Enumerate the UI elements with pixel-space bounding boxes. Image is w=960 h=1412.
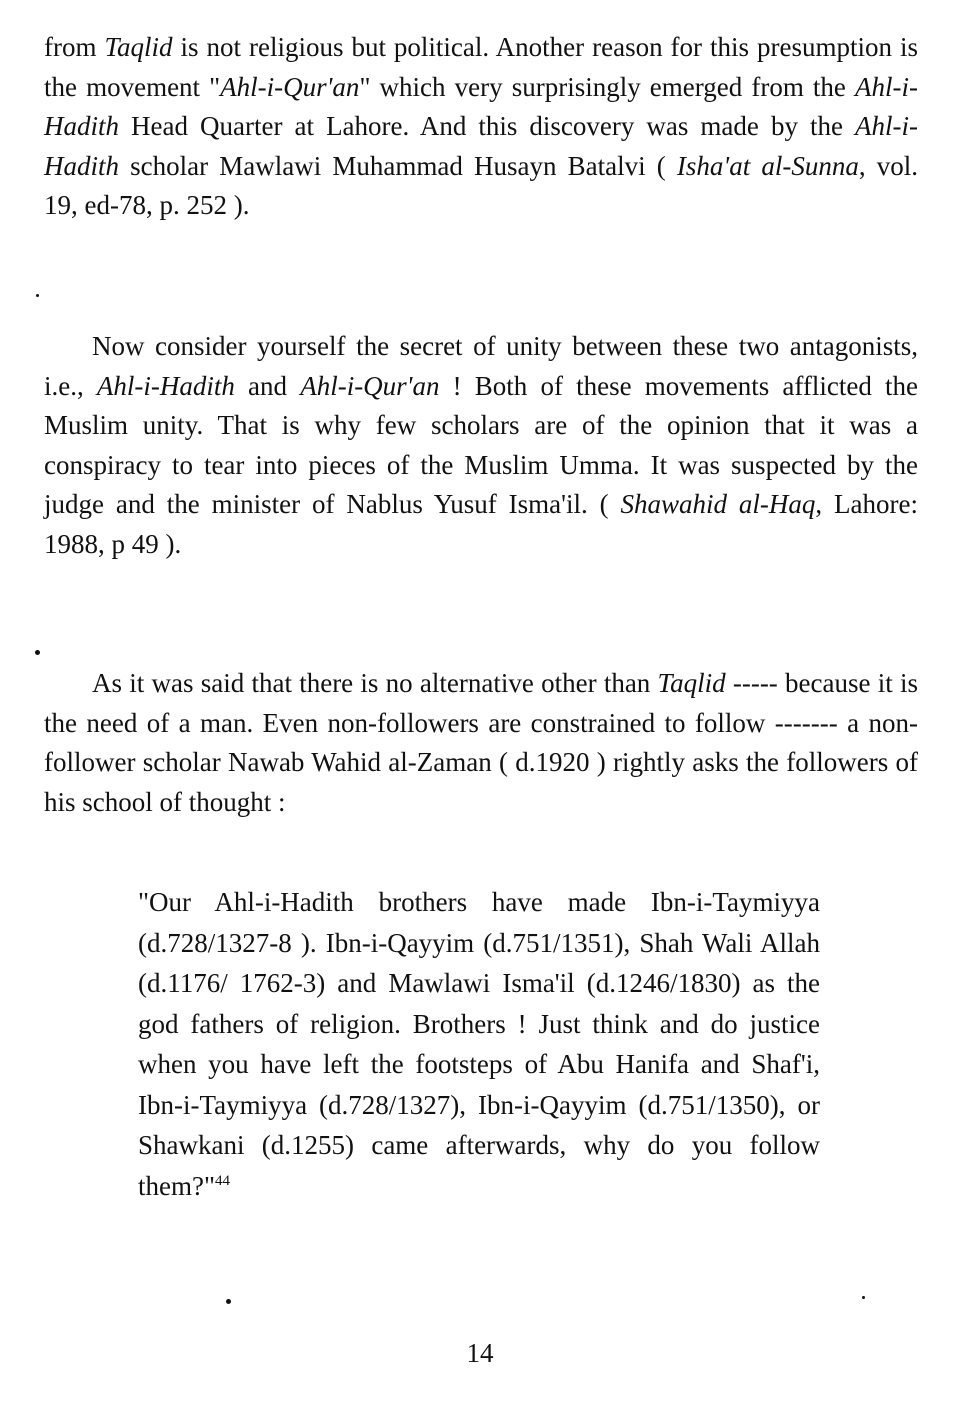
italic-run: Shawahid al-Haq <box>620 489 816 519</box>
text-run: As it was said that there is no alternative other than <box>92 668 658 698</box>
italic-run: Taqlid <box>657 668 726 698</box>
text-run: Now consider yourself the secret of unity between these two antagonists, i.e., <box>44 331 918 401</box>
text-run: and <box>234 370 301 401</box>
text-run: , vol. 19, ed-78, p. 252 ). <box>44 150 918 220</box>
italic-run: Ahl-i-Qur'an <box>300 370 440 401</box>
scan-speck <box>862 1296 865 1299</box>
block-quote <box>138 882 820 1206</box>
italic-run: Ahl-i-Hadith <box>96 370 235 401</box>
quote-text: "Our Ahl-i-Hadith brothers have made Ibn-i-Taymiyya (d.728/1327-8 ). Ibn-i-Qayyim (d.751/1351), Shah Wali Allah (d.1176/ 1762-3) and Mawlawi Isma'il (d.1246/1830) as the god fathers of religion. Brothers ! Just think and do justice when you have left the footsteps of Abu Hanifa and Shaf'i, Ibn-i-Taymiyya (d.728/1327), Ibn-i-Qayyim (d.751/1350), or Shawkani (d.1255) came afterwards, why do you follow them?" <box>138 887 820 1201</box>
paragraph-3 <box>44 664 918 822</box>
scan-speck <box>36 294 39 297</box>
italic-run: Ahl-i-Hadith <box>44 111 918 181</box>
text-run: ! Both of these movements afflicted the Muslim unity. That is why few scholars are of the opinion that it was a conspiracy to tear into pieces of the Muslim Umma. It was suspected by the judge and the minister of Nablus Yusuf Isma'il. ( <box>44 370 918 519</box>
text-run: ----- because it is the need of a man. Even non-followers are constrained to follow ------- a non-follower scholar Nawab Wahid al-Zaman ( d.1920 ) rightly asks the followers of his school of thought : <box>44 668 918 817</box>
footnote-marker: 44 <box>215 1172 230 1189</box>
scan-speck <box>35 650 40 655</box>
text-run: from <box>44 32 105 62</box>
text-run: is not religious but political. Another reason for this presumption is the movement " <box>44 32 918 102</box>
italic-run: Taqlid <box>104 32 173 62</box>
paragraph-1 <box>44 28 918 226</box>
italic-run: Ahl-i-Qur'an <box>220 71 360 102</box>
italic-run: Ahl-i-Hadith <box>44 71 918 141</box>
text-run: " which very surprisingly emerged from the <box>359 71 856 102</box>
scan-speck <box>226 1299 231 1304</box>
text-run: scholar Mawlawi Muhammad Husayn Batalvi ( <box>119 150 677 181</box>
paragraph-2 <box>44 327 918 564</box>
text-run: , Lahore: 1988, p 49 ). <box>44 489 918 559</box>
italic-run: Isha'at al-Sunna <box>676 150 859 181</box>
page-number: 14 <box>466 1338 494 1368</box>
text-run: Head Quarter at Lahore. And this discovery was made by the <box>119 111 856 141</box>
